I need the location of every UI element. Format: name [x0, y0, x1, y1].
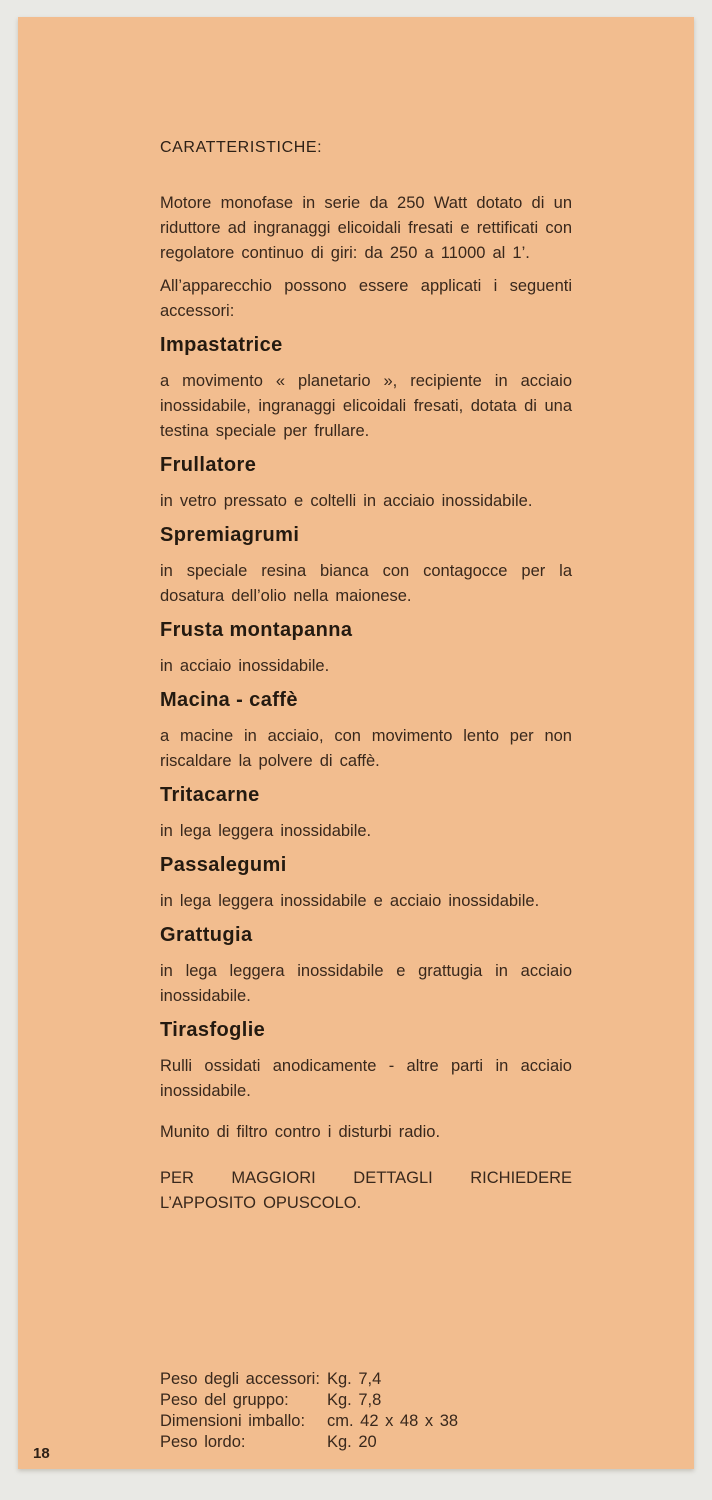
accessory-heading: Frusta montapanna [160, 619, 353, 641]
accessory-description: in lega leggera inossidabile. [160, 822, 372, 840]
accessory-sections [160, 333, 572, 1104]
spec-label: Peso degli accessori: [160, 1370, 320, 1388]
accessory-section [160, 853, 572, 914]
accessory-heading: Frullatore [160, 454, 257, 476]
accessory-description: in acciaio inossidabile. [160, 657, 330, 675]
accessory-description: in lega leggera inossidabile e grattugia in acciaio inossidabile. [160, 962, 572, 1005]
accessory-section [160, 618, 572, 679]
accessory-section [160, 453, 572, 514]
brochure-page [18, 17, 694, 1469]
spec-label: Peso del gruppo: [160, 1391, 289, 1409]
spec-row [160, 1390, 600, 1411]
accessory-description: in lega leggera inossidabile e acciaio inossidabile. [160, 892, 540, 910]
accessory-section [160, 783, 572, 844]
accessory-heading: Passalegumi [160, 854, 287, 876]
specs-table [160, 1369, 600, 1453]
accessory-section [160, 333, 572, 444]
accessory-description: Rulli ossidati anodicamente - altre parti in acciaio inossidabile. [160, 1057, 572, 1100]
intro-paragraph-motor: Motore monofase in serie da 250 Watt dotato di un riduttore ad ingranaggi elicoidali fresati e rettificati con regolatore continuo di giri: da 250 a 11000 al 1’. [160, 194, 572, 262]
spec-label: Peso lordo: [160, 1433, 246, 1451]
accessory-section [160, 923, 572, 1009]
page-number: 18 [33, 1445, 50, 1462]
closing-note-brochure: PER MAGGIORI DETTAGLI RICHIEDERE L’APPOSITO OPUSCOLO. [160, 1169, 572, 1212]
accessory-description: a macine in acciaio, con movimento lento per non riscaldare la polvere di caffè. [160, 727, 572, 770]
spec-row [160, 1369, 600, 1390]
accessory-heading: Tirasfoglie [160, 1019, 266, 1041]
accessory-section [160, 688, 572, 774]
accessory-heading: Impastatrice [160, 334, 283, 356]
accessory-section [160, 1018, 572, 1104]
accessory-heading: Tritacarne [160, 784, 260, 806]
intro-paragraph-accessories: All’apparecchio possono essere applicati i seguenti accessori: [160, 277, 572, 320]
accessory-description: a movimento « planetario », recipiente in acciaio inossidabile, ingranaggi elicoidali fresati, dotata di una testina speciale per frullare. [160, 372, 572, 440]
spec-value: cm. 42 x 48 x 38 [327, 1412, 459, 1430]
spec-value: Kg. 7,8 [327, 1391, 382, 1409]
accessory-heading: Macina - caffè [160, 689, 298, 711]
spec-row [160, 1432, 600, 1453]
page-content [160, 139, 572, 1216]
accessory-section [160, 523, 572, 609]
spec-value: Kg. 20 [327, 1433, 377, 1451]
spec-row [160, 1411, 600, 1432]
closing-note-filter: Munito di filtro contro i disturbi radio. [160, 1123, 441, 1141]
accessory-heading: Grattugia [160, 924, 253, 946]
spec-label: Dimensioni imballo: [160, 1412, 306, 1430]
accessory-heading: Spremiagrumi [160, 524, 300, 546]
accessory-description: in speciale resina bianca con contagocce per la dosatura dell’olio nella maionese. [160, 562, 572, 605]
spec-value: Kg. 7,4 [327, 1370, 382, 1388]
page-title: CARATTERISTICHE: [160, 139, 323, 156]
accessory-description: in vetro pressato e coltelli in acciaio inossidabile. [160, 492, 533, 510]
